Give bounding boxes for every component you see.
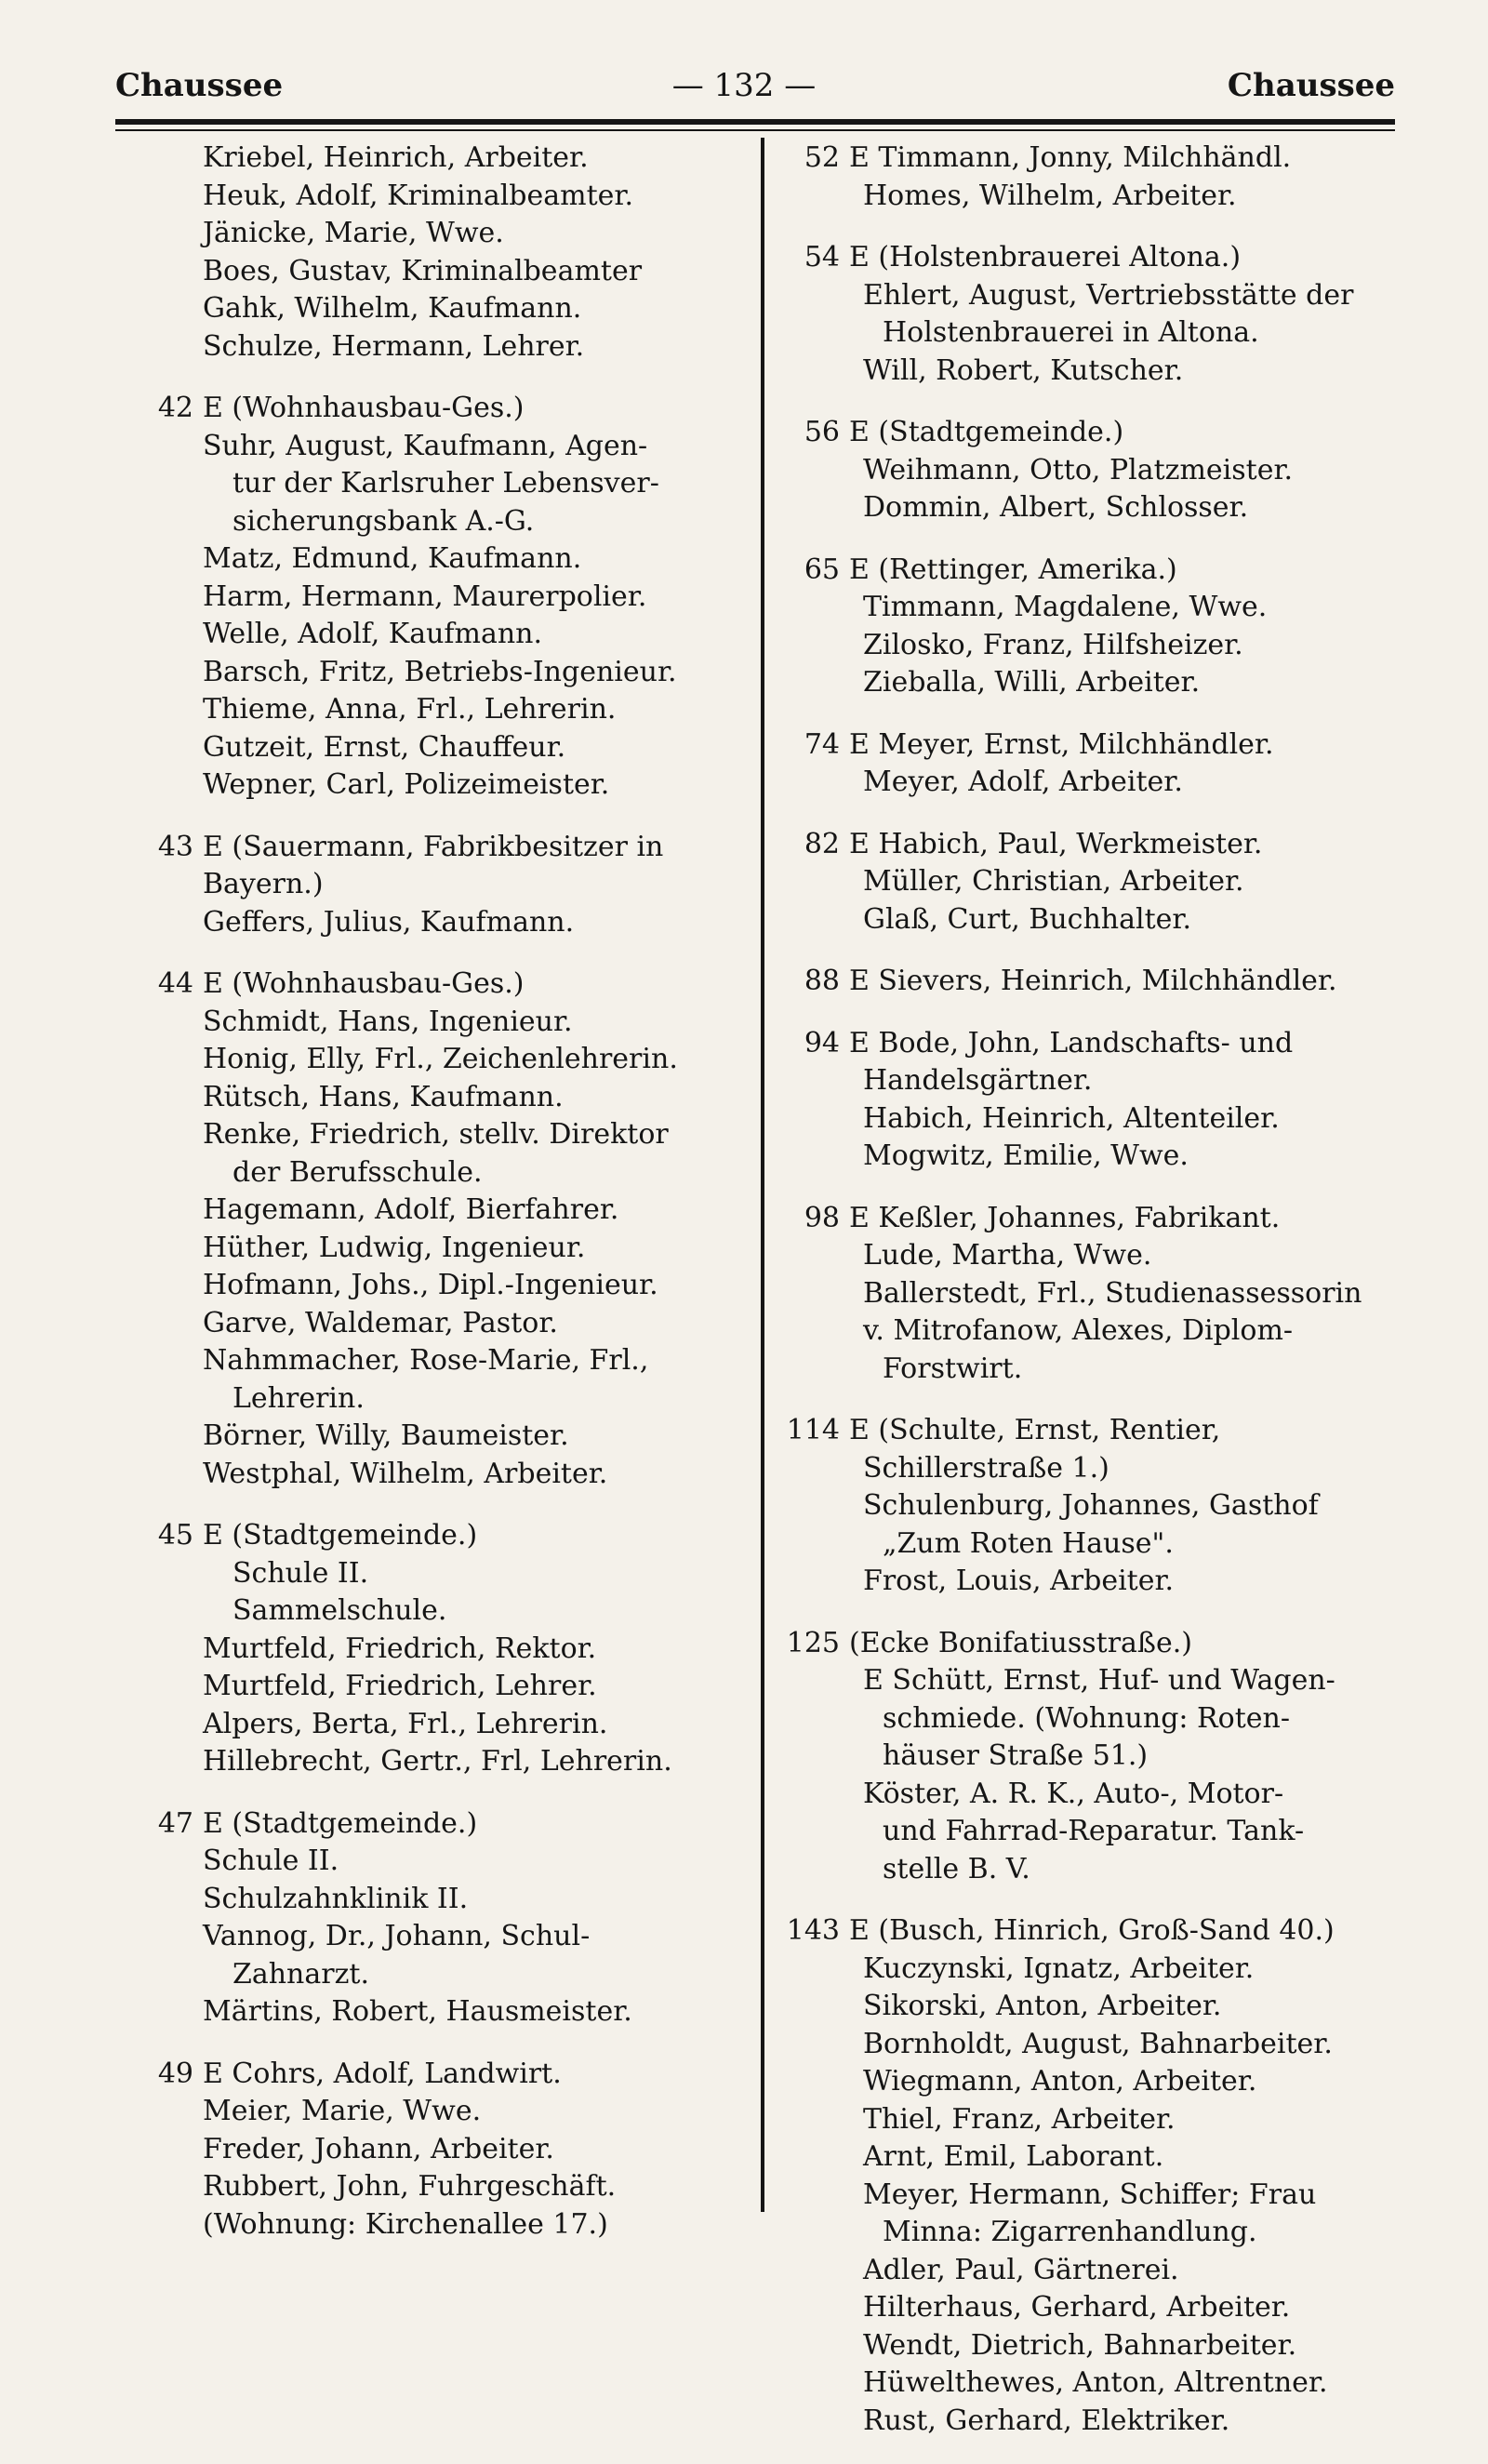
resident-line: Matz, Edmund, Kaufmann. <box>203 542 582 575</box>
house-number: 45 <box>157 1519 193 1552</box>
resident-line: Adler, Paul, Gärtnerei. <box>863 2253 1179 2286</box>
header-rule-thin <box>115 129 1395 131</box>
resident-line: Westphal, Wilhelm, Arbeiter. <box>203 1457 608 1490</box>
resident-line: Wepner, Carl, Polizeimeister. <box>203 768 610 801</box>
resident-line: Freder, Johann, Arbeiter. <box>203 2132 554 2165</box>
house-number: 42 <box>157 392 193 424</box>
resident-line: Minna: Zigarrenhandlung. <box>883 2216 1257 2248</box>
resident-line: Wendt, Dietrich, Bahnarbeiter. <box>863 2328 1297 2362</box>
resident-line: Will, Robert, Kutscher. <box>863 353 1184 387</box>
resident-line: Garve, Waldemar, Pastor. <box>203 1306 558 1339</box>
owner-line: E Keßler, Johannes, Fabrikant. <box>849 1201 1281 1234</box>
house-number: 43 <box>157 830 193 863</box>
resident-line: Hüther, Ludwig, Ingenieur. <box>203 1231 586 1264</box>
resident-line: Habich, Heinrich, Altenteiler. <box>863 1101 1280 1135</box>
house-entry-54 <box>786 239 1418 390</box>
house-entry-56 <box>786 414 1418 527</box>
house-number: 114 <box>786 1414 840 1446</box>
house-entry-125 <box>786 1625 1418 1889</box>
house-entry-47 <box>140 1805 753 2031</box>
owner-line: E (Wohnhausbau-Ges.) <box>203 967 525 1000</box>
resident-line: Meyer, Adolf, Arbeiter. <box>863 766 1183 798</box>
owner-line: E (Busch, Hinrich, Groß-Sand 40.) <box>849 1914 1335 1947</box>
house-entry-88 <box>786 963 1418 1001</box>
resident-line: Renke, Friedrich, stellv. Direktor <box>203 1118 669 1151</box>
resident-line: Rütsch, Hans, Kaufmann. <box>203 1080 564 1113</box>
house-number: 49 <box>157 2057 193 2090</box>
house-number: 94 <box>804 1026 840 1059</box>
resident-line: Harm, Hermann, Maurerpolier. <box>203 579 647 613</box>
resident-line: Schulze, Hermann, Lehrer. <box>203 329 585 363</box>
house-number: 82 <box>804 827 840 860</box>
resident-line: Dommin, Albert, Schlosser. <box>863 491 1249 524</box>
resident-line: Hüwelthewes, Anton, Altrentner. <box>863 2366 1328 2399</box>
owner-line: E Sievers, Heinrich, Milchhändler. <box>849 965 1337 997</box>
resident-line: Thiel, Franz, Arbeiter. <box>863 2102 1176 2136</box>
resident-line: Timmann, Magdalene, Wwe. <box>863 591 1268 623</box>
resident-line: Schulzahnklinik II. <box>203 1882 469 1915</box>
house-entry-44 <box>140 966 753 1493</box>
resident-line: E Schütt, Ernst, Huf- und Wagen- <box>863 1664 1335 1697</box>
resident-line: Bornholdt, August, Bahnarbeiter. <box>863 2027 1333 2060</box>
header-street-right: Chaussee <box>1227 67 1395 104</box>
resident-line: Gahk, Wilhelm, Kaufmann. <box>203 292 582 325</box>
house-number: 125 <box>786 1626 840 1659</box>
owner-line: E (Stadtgemeinde.) <box>203 1806 478 1840</box>
resident-line: Ballerstedt, Frl., Studienassessorin <box>863 1276 1362 1310</box>
house-number: 56 <box>804 416 840 448</box>
owner-line: E Habich, Paul, Werkmeister. <box>849 827 1263 860</box>
resident-line: Holstenbrauerei in Altona. <box>883 316 1259 349</box>
house-entry-49 <box>140 2056 753 2244</box>
house-entry-42 <box>140 390 753 805</box>
owner-line: E Bode, John, Landschafts- und <box>849 1026 1294 1059</box>
owner-line: E (Stadtgemeinde.) <box>203 1519 478 1552</box>
owner-line: E Meyer, Ernst, Milchhändler. <box>849 727 1274 761</box>
house-number: 54 <box>804 241 840 273</box>
resident-line: Gutzeit, Ernst, Chauffeur. <box>203 730 566 764</box>
resident-line: der Berufsschule. <box>232 1155 483 1189</box>
resident-line: Murtfeld, Friedrich, Rektor. <box>203 1632 597 1665</box>
entry-block-continued <box>140 140 753 366</box>
resident-line: Rubbert, John, Fuhrgeschäft. <box>203 2170 617 2203</box>
house-entry-82 <box>786 826 1418 939</box>
resident-line: Märtins, Robert, Hausmeister. <box>203 1995 632 2028</box>
house-entry-52 <box>786 140 1418 215</box>
resident-line: Nahmmacher, Rose-Marie, Frl., <box>203 1344 649 1377</box>
house-entry-74 <box>786 726 1418 802</box>
resident-line: Welle, Adolf, Kaufmann. <box>203 618 543 650</box>
resident-line: Zahnarzt. <box>232 1957 369 1991</box>
house-entry-45 <box>140 1517 753 1781</box>
resident-line: Zieballa, Willi, Arbeiter. <box>863 666 1201 699</box>
owner-line: E Timmann, Jonny, Milchhändl. <box>849 141 1292 174</box>
house-entry-143 <box>786 1912 1418 2440</box>
house-number: 44 <box>157 967 193 1000</box>
left-column <box>140 140 753 2268</box>
page-number: — 132 — <box>671 67 817 104</box>
resident-line: Kriebel, Heinrich, Arbeiter. <box>203 141 589 174</box>
house-number: 88 <box>804 965 840 997</box>
house-entry-114 <box>786 1412 1418 1601</box>
resident-line: häuser Straße 51.) <box>883 1739 1149 1772</box>
resident-line: Lude, Martha, Wwe. <box>863 1239 1152 1272</box>
resident-line: Heuk, Adolf, Kriminalbeamter. <box>203 179 633 212</box>
resident-line: Hilterhaus, Gerhard, Arbeiter. <box>863 2291 1291 2324</box>
resident-line: Lehrerin. <box>232 1381 365 1415</box>
resident-line: Sikorski, Anton, Arbeiter. <box>863 1990 1222 2022</box>
house-entry-98 <box>786 1200 1418 1389</box>
resident-line: Suhr, August, Kaufmann, Agen- <box>203 429 648 462</box>
resident-line: Mogwitz, Emilie, Wwe. <box>863 1139 1189 1172</box>
resident-line: Alpers, Berta, Frl., Lehrerin. <box>203 1707 608 1740</box>
resident-line: Köster, A. R. K., Auto-, Motor- <box>863 1777 1284 1810</box>
owner-line: E Cohrs, Adolf, Landwirt. <box>203 2057 562 2090</box>
right-column <box>786 140 1418 2464</box>
resident-line: „Zum Roten Hause". <box>883 1526 1174 1560</box>
header-street-left: Chaussee <box>115 67 284 104</box>
owner-line: E (Wohnhausbau-Ges.) <box>203 392 525 424</box>
resident-line: Barsch, Fritz, Betriebs-Ingenieur. <box>203 655 677 688</box>
house-entry-94 <box>786 1025 1418 1176</box>
resident-line: Homes, Wilhelm, Arbeiter. <box>863 179 1237 212</box>
resident-line: und Fahrrad-Reparatur. Tank- <box>883 1815 1305 1847</box>
resident-line: Schmidt, Hans, Ingenieur. <box>203 1005 573 1038</box>
resident-line: Forstwirt. <box>883 1352 1023 1385</box>
resident-line: Hillebrecht, Gertr., Frl, Lehrerin. <box>203 1745 672 1778</box>
owner-line: E (Sauermann, Fabrikbesitzer in <box>203 830 664 863</box>
owner-line: E (Schulte, Ernst, Rentier, <box>849 1414 1221 1446</box>
resident-line: stelle B. V. <box>883 1852 1030 1885</box>
resident-line: Honig, Elly, Frl., Zeichenlehrerin. <box>203 1043 678 1075</box>
resident-line: Wiegmann, Anton, Arbeiter. <box>863 2065 1257 2098</box>
header-rule-thick <box>115 119 1395 125</box>
resident-line: Geffers, Julius, Kaufmann. <box>203 905 575 939</box>
resident-line: Handelsgärtner. <box>863 1064 1093 1097</box>
house-number: 74 <box>804 727 840 761</box>
resident-line: Schulenburg, Johannes, Gasthof <box>863 1489 1319 1522</box>
resident-line: Bayern.) <box>203 868 324 900</box>
resident-line: Kuczynski, Ignatz, Arbeiter. <box>863 1951 1255 1985</box>
house-entry-65 <box>786 552 1418 702</box>
resident-line: Jänicke, Marie, Wwe. <box>203 217 504 249</box>
house-number: 98 <box>804 1201 840 1234</box>
resident-line: sicherungsbank A.-G. <box>232 504 535 538</box>
owner-line: E (Holstenbrauerei Altona.) <box>849 241 1242 273</box>
resident-line: Glaß, Curt, Buchhalter. <box>863 902 1191 936</box>
resident-line: Schillerstraße 1.) <box>863 1451 1109 1485</box>
house-number: 47 <box>157 1806 193 1840</box>
resident-line: Meyer, Hermann, Schiffer; Frau <box>863 2178 1317 2211</box>
resident-line: Sammelschule. <box>232 1594 447 1627</box>
resident-line: Schule II. <box>232 1556 369 1590</box>
resident-line: Murtfeld, Friedrich, Lehrer. <box>203 1670 597 1702</box>
resident-line: Rust, Gerhard, Elektriker. <box>863 2404 1230 2437</box>
resident-line: Müller, Christian, Arbeiter. <box>863 865 1244 898</box>
resident-line: Hagemann, Adolf, Bierfahrer. <box>203 1193 619 1226</box>
house-number: 65 <box>804 553 840 586</box>
owner-line: E (Stadtgemeinde.) <box>849 416 1124 448</box>
resident-line: tur der Karlsruher Lebensver- <box>232 467 659 499</box>
resident-line: Frost, Louis, Arbeiter. <box>863 1565 1175 1597</box>
owner-line: (Ecke Bonifatiusstraße.) <box>849 1626 1192 1659</box>
house-entry-43 <box>140 829 753 942</box>
resident-line: Boes, Gustav, Kriminalbeamter <box>203 254 643 287</box>
resident-line: Ehlert, August, Vertriebsstätte der <box>863 278 1354 312</box>
resident-line: Vannog, Dr., Johann, Schul- <box>203 1920 591 1952</box>
resident-line: Schule II. <box>203 1845 339 1877</box>
resident-line: Meier, Marie, Wwe. <box>203 2095 482 2127</box>
resident-line: Arnt, Emil, Laborant. <box>863 2140 1164 2173</box>
house-number: 52 <box>804 141 840 174</box>
resident-line: Weihmann, Otto, Platzmeister. <box>863 453 1294 486</box>
house-number: 143 <box>786 1914 840 1947</box>
resident-line: Börner, Willy, Baumeister. <box>203 1419 569 1452</box>
resident-line: v. Mitrofanow, Alexes, Diplom- <box>863 1314 1294 1347</box>
column-divider <box>761 138 764 2212</box>
resident-line: Zilosko, Franz, Hilfsheizer. <box>863 628 1243 661</box>
resident-line: (Wohnung: Kirchenallee 17.) <box>203 2207 608 2241</box>
owner-line: E (Rettinger, Amerika.) <box>849 553 1177 586</box>
resident-line: schmiede. (Wohnung: Roten- <box>883 1701 1290 1735</box>
resident-line: Hofmann, Johs., Dipl.-Ingenieur. <box>203 1269 658 1301</box>
resident-line: Thieme, Anna, Frl., Lehrerin. <box>203 693 617 726</box>
